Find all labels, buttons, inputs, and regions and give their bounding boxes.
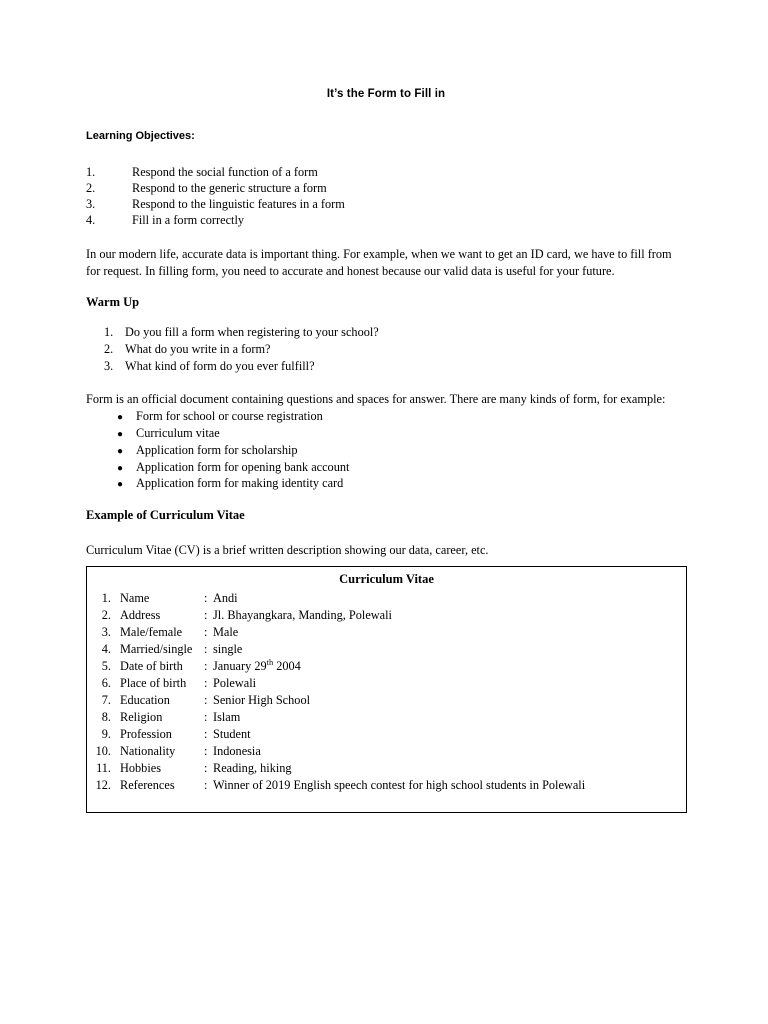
list-item-number: 4. <box>86 213 96 228</box>
row-separator: : <box>204 590 208 605</box>
row-label: Education <box>120 692 170 707</box>
row-value: Islam <box>213 709 241 724</box>
list-item-number: 1. <box>86 164 96 179</box>
table-row <box>95 658 678 675</box>
table-row <box>95 624 678 641</box>
list-item-label: Respond to the generic structure a form <box>132 180 327 195</box>
bullet-icon: ● <box>117 411 124 423</box>
table-row <box>95 692 678 709</box>
row-value: Senior High School <box>213 692 311 707</box>
bullet-icon: ● <box>117 428 124 440</box>
table-row <box>95 607 678 624</box>
row-value: Male <box>213 624 239 639</box>
row-label: Nationality <box>120 743 176 758</box>
row-separator: : <box>204 743 208 758</box>
warm-up-heading: Warm Up <box>86 294 140 309</box>
form-definition-paragraph: Form is an official document containing questions and spaces for answer. There are many kinds of form, for example: <box>86 392 666 407</box>
list-item-label: Application form for scholarship <box>136 442 298 457</box>
row-value: Andi <box>213 590 238 605</box>
cv-description: Curriculum Vitae (CV) is a brief written description showing our data, career, etc. <box>86 543 489 558</box>
cv-table-title: Curriculum Vitae <box>339 572 434 587</box>
list-item-number: 3. <box>104 359 114 374</box>
cv-rows <box>95 590 678 794</box>
table-row <box>95 709 678 726</box>
list-item-number: 2. <box>104 342 114 357</box>
row-separator: : <box>204 709 208 724</box>
list-item-label: Fill in a form correctly <box>132 213 245 228</box>
row-label: Profession <box>120 726 172 741</box>
row-separator: : <box>204 624 208 639</box>
row-label: Date of birth <box>120 658 183 673</box>
row-separator: : <box>204 726 208 741</box>
list-item-label: Curriculum vitae <box>136 425 220 440</box>
document-content <box>86 88 686 813</box>
row-value: January 29th 2004 <box>213 657 301 673</box>
list-item <box>117 475 686 492</box>
list-item-label: Form for school or course registration <box>136 408 323 423</box>
table-row <box>95 760 678 777</box>
list-item-label: Respond to the linguistic features in a form <box>132 196 345 211</box>
list-item <box>104 341 686 358</box>
row-label: References <box>120 777 175 792</box>
list-item-number: 2. <box>86 180 96 195</box>
row-label: Married/single <box>120 641 193 656</box>
row-value: Polewali <box>213 675 257 690</box>
row-number: 9. <box>101 726 111 741</box>
row-separator: : <box>204 658 208 673</box>
table-row <box>95 743 678 760</box>
list-item <box>104 324 686 341</box>
row-value: Indonesia <box>213 743 261 758</box>
row-label: Address <box>120 607 161 622</box>
list-item <box>104 358 686 375</box>
table-row <box>95 726 678 743</box>
list-item-label: Do you fill a form when registering to your school? <box>125 325 379 340</box>
list-item-label: What do you write in a form? <box>125 342 271 357</box>
row-separator: : <box>204 777 208 792</box>
table-row <box>95 590 678 607</box>
row-number: 4. <box>101 641 111 656</box>
list-item-label: What kind of form do you ever fulfill? <box>125 359 315 374</box>
row-number: 8. <box>101 709 111 724</box>
bullet-icon: ● <box>117 479 124 491</box>
list-item <box>86 180 686 196</box>
list-item-number: 1. <box>104 325 114 340</box>
form-kinds-list <box>86 408 686 493</box>
table-row <box>95 675 678 692</box>
list-item <box>86 196 686 212</box>
row-value: Jl. Bhayangkara, Manding, Polewali <box>213 607 392 622</box>
row-label: Place of birth <box>120 675 187 690</box>
learning-objectives-list <box>86 164 686 229</box>
intro-paragraph: In our modern life, accurate data is important thing. For example, when we want to get an ID card, we have to fill from for request. In filling form, you need to accurate and honest because our valid data is useful for your future. <box>86 247 672 278</box>
curriculum-vitae-table <box>86 566 687 812</box>
list-item <box>86 212 686 228</box>
row-separator: : <box>204 760 208 775</box>
row-value: Student <box>213 726 251 741</box>
row-number: 2. <box>101 607 111 622</box>
bullet-icon: ● <box>117 445 124 457</box>
cv-example-heading: Example of Curriculum Vitae <box>86 508 245 523</box>
row-separator: : <box>204 675 208 690</box>
list-item <box>117 425 686 442</box>
row-label: Religion <box>120 709 163 724</box>
row-label: Name <box>120 590 150 605</box>
warm-up-question-list <box>86 324 686 375</box>
row-label: Hobbies <box>120 760 161 775</box>
row-separator: : <box>204 692 208 707</box>
row-number: 10. <box>95 743 111 758</box>
row-number: 11. <box>96 760 111 775</box>
table-row <box>95 641 678 658</box>
list-item-label: Respond the social function of a form <box>132 164 318 179</box>
row-separator: : <box>204 607 208 622</box>
row-value: Winner of 2019 English speech contest for high school students in Polewali <box>213 777 586 792</box>
row-number: 7. <box>101 692 111 707</box>
row-number: 6. <box>101 675 111 690</box>
list-item-label: Application form for opening bank account <box>136 459 350 474</box>
table-row <box>95 777 678 794</box>
list-item-label: Application form for making identity card <box>136 476 344 491</box>
row-number: 3. <box>101 624 111 639</box>
row-label: Male/female <box>120 624 183 639</box>
bullet-icon: ● <box>117 462 124 474</box>
list-item <box>117 459 686 476</box>
page-title: It’s the Form to Fill in <box>326 88 446 100</box>
learning-objectives-heading: Learning Objectives: <box>86 129 195 142</box>
row-value: single <box>213 641 243 656</box>
row-number: 1. <box>101 590 111 605</box>
row-value: Reading, hiking <box>213 760 292 775</box>
row-number: 5. <box>101 658 111 673</box>
row-number: 12. <box>95 777 111 792</box>
row-separator: : <box>204 641 208 656</box>
list-item-number: 3. <box>86 196 96 211</box>
list-item <box>117 442 686 459</box>
list-item <box>117 408 686 425</box>
list-item <box>86 164 686 180</box>
